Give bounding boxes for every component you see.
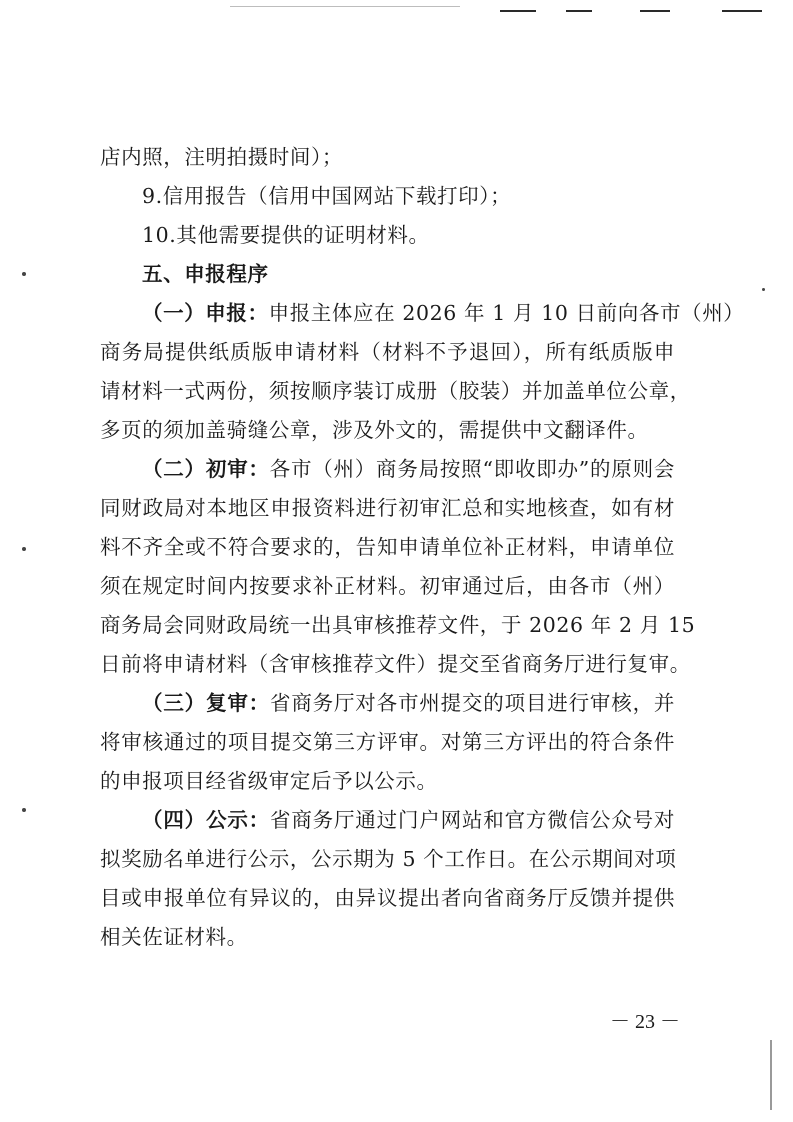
section-heading: 五、申报程序	[142, 262, 269, 286]
text-line: 拟奖励名单进行公示，公示期为 5 个工作日。在公示期间对项	[100, 847, 677, 871]
paragraph-label: （三）复审：	[142, 691, 270, 715]
text-line: 店内照，注明拍摄时间）；	[100, 145, 343, 169]
text-line: 商务局会同财政局统一出具审核推荐文件，于 2026 年 2 月 15	[100, 613, 696, 637]
text-line: 商务局提供纸质版申请材料（材料不予退回），所有纸质版申	[100, 340, 675, 364]
text-line: 须在规定时间内按要求补正材料。初审通过后，由各市（州）	[100, 574, 675, 598]
text-line: （三）复审：省商务厅对各市州提交的项目进行审核，并	[142, 691, 675, 715]
text-line: 10.其他需要提供的证明材料。	[142, 223, 430, 247]
text-line: 请材料一式两份，须按顺序装订成册（胶装）并加盖单位公章，	[100, 379, 691, 403]
scan-dot	[22, 808, 26, 812]
text-line: 同财政局对本地区申报资料进行初审汇总和实地核查，如有材	[100, 496, 675, 520]
text-line: 的申报项目经省级审定后予以公示。	[100, 769, 438, 793]
text-line: 相关佐证材料。	[100, 925, 248, 949]
text-line: （二）初审：各市（州）商务局按照“即收即办”的原则会	[142, 457, 675, 481]
text-line: 日前将申请材料（含审核推荐文件）提交至省商务厅进行复审。	[100, 652, 691, 676]
scan-dot	[762, 288, 765, 291]
scan-artifact	[770, 1040, 772, 1110]
scan-dot	[22, 547, 26, 551]
text-line: 目或申报单位有异议的，由异议提出者向省商务厅反馈并提供	[100, 886, 675, 910]
paragraph-label: （四）公示：	[142, 808, 270, 832]
text-line: 多页的须加盖骑缝公章，涉及外文的，需提供中文翻译件。	[100, 418, 649, 442]
page-number: － 23 －	[610, 1011, 680, 1033]
paragraph-label: （一）申报：	[142, 301, 269, 325]
text-line: 料不齐全或不符合要求的，告知申请单位补正材料，申请单位	[100, 535, 675, 559]
scan-artifact	[500, 10, 536, 12]
paragraph-label: （二）初审：	[142, 457, 270, 481]
scan-dot	[22, 272, 26, 276]
text-line: （四）公示：省商务厅通过门户网站和官方微信公众号对	[142, 808, 675, 832]
scan-artifact	[722, 10, 762, 12]
scan-artifact	[566, 10, 592, 12]
scan-artifact	[640, 10, 670, 12]
text-line: 将审核通过的项目提交第三方评审。对第三方评出的符合条件	[100, 730, 675, 754]
scan-artifact	[230, 6, 460, 7]
text-line: （一）申报：申报主体应在 2026 年 1 月 10 日前向各市（州）	[142, 301, 745, 325]
text-line: 9.信用报告（信用中国网站下载打印）；	[142, 184, 512, 208]
